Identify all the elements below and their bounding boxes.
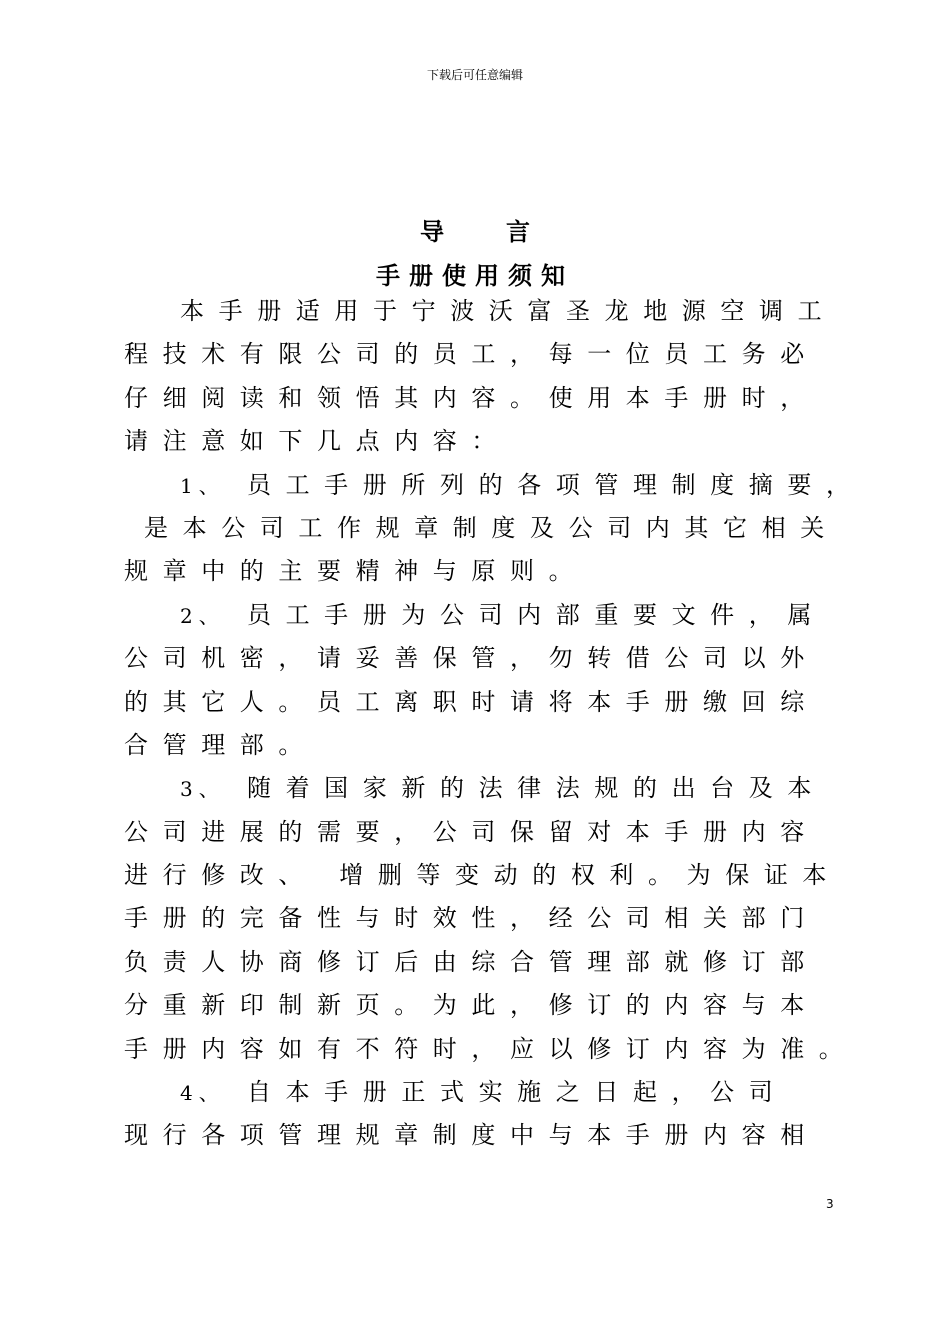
list-number-4: 4、 xyxy=(180,1081,225,1106)
list-number-2: 2、 xyxy=(180,603,225,628)
paragraph-line: 仔细阅读和领悟其内容。使用本手册时， xyxy=(124,383,819,412)
list-item-1-text: 员工手册所列的各项管理制度摘要， xyxy=(246,470,865,499)
list-item-4-line xyxy=(124,1071,834,1114)
paragraph-line: 分重新印制新页。为此，修订的内容与本 xyxy=(124,991,819,1020)
paragraph-line: 是本公司工作规章制度及公司内其它相关 xyxy=(144,513,839,542)
paragraph-line: 本手册适用于宁波沃富圣龙地源空调工 xyxy=(180,297,837,325)
header-note: 下载后可任意编辑 xyxy=(426,68,523,82)
title-part-1: 导 xyxy=(420,218,444,246)
list-item-2-line xyxy=(124,594,834,637)
paragraph-line: 规章中的主要精神与原则。 xyxy=(124,557,588,586)
list-item-3-line xyxy=(124,767,834,810)
list-item-1-line xyxy=(124,464,865,507)
document-body xyxy=(124,290,865,1158)
paragraph-line: 现行各项管理规章制度中与本手册内容相 xyxy=(124,1121,819,1150)
page-title xyxy=(0,212,950,247)
paragraph-line: 公司进展的需要，公司保留对本手册内容 xyxy=(124,817,819,846)
paragraph-line: 手册的完备性与时效性，经公司相关部门 xyxy=(124,904,819,933)
paragraph-line: 负责人协商修订后由综合管理部就修订部 xyxy=(124,947,819,976)
paragraph-line: 的其它人。员工离职时请将本手册缴回综 xyxy=(124,687,819,716)
paragraph-line: 合管理部。 xyxy=(124,730,317,759)
list-number-3: 3、 xyxy=(180,777,225,802)
page-number: 3 xyxy=(826,1197,834,1211)
list-item-4-text: 自本手册正式实施之日起，公司 xyxy=(246,1078,788,1107)
list-number-1: 1、 xyxy=(180,473,225,498)
title-part-2: 言 xyxy=(506,218,530,246)
paragraph-line: 公司机密，请妥善保管，勿转借公司以外 xyxy=(124,644,819,673)
list-item-3-text: 随着国家新的法律法规的出台及本 xyxy=(246,774,826,803)
list-item-2-text: 员工手册为公司内部重要文件，属 xyxy=(246,600,826,629)
paragraph-line: 手册内容如有不符时，应以修订内容为准。 xyxy=(124,1034,858,1063)
paragraph-line: 进行修改、 增删等变动的权利。为保证本 xyxy=(124,861,842,890)
paragraph-line: 请注意如下几点内容： xyxy=(124,427,510,456)
paragraph-line: 程技术有限公司的员工，每一位员工务必 xyxy=(124,340,819,369)
page-subtitle: 手册使用须知 xyxy=(376,262,574,290)
